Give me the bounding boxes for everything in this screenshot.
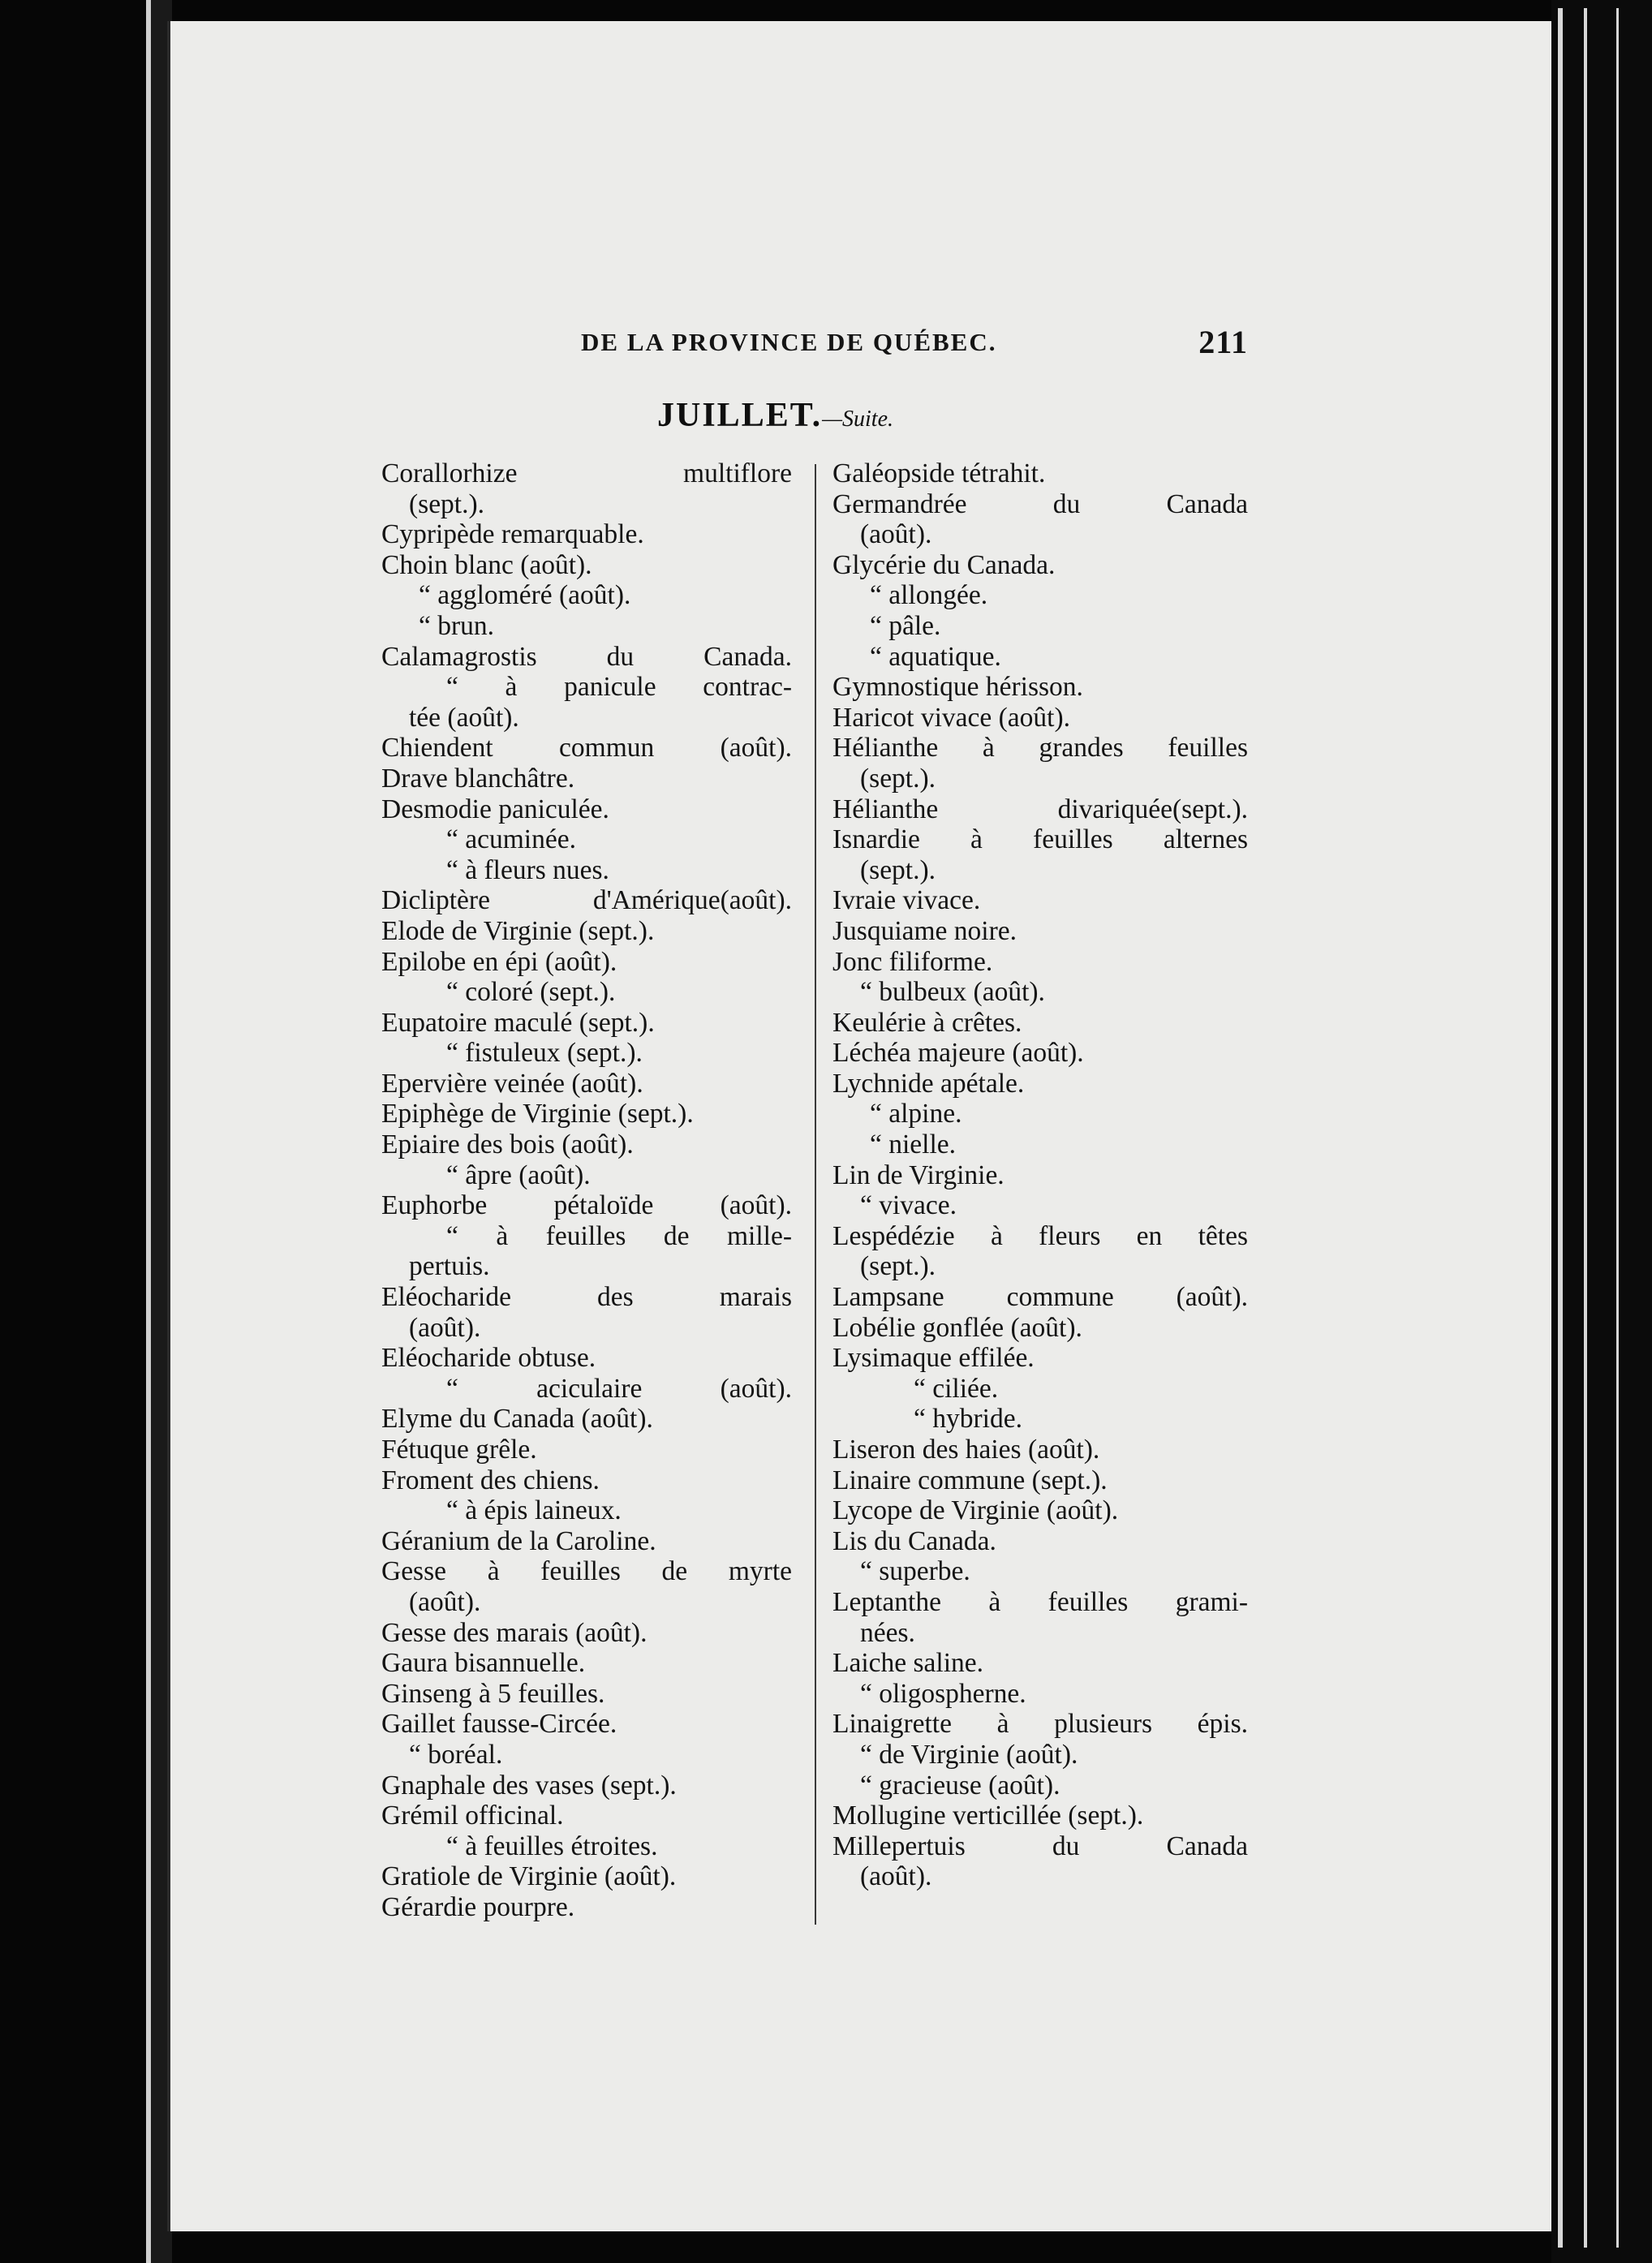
list-item: “ ciliée.: [914, 1373, 999, 1404]
list-item: nées.: [860, 1617, 915, 1648]
list-item: “ de Virginie (août).: [860, 1739, 1078, 1770]
list-item: Hélianthe à grandes feuilles: [832, 733, 1248, 764]
list-item: Linaire commune (sept.).: [832, 1465, 1108, 1495]
list-item: Gnaphale des vases (sept.).: [381, 1770, 677, 1801]
list-item: “ acuminée.: [446, 824, 576, 855]
page-edge-line: [1558, 8, 1563, 2248]
list-item: “ âpre (août).: [446, 1159, 591, 1190]
list-item: “ à fleurs nues.: [446, 854, 609, 885]
list-item: Ivraie vivace.: [832, 885, 981, 916]
list-item: Cypripède remarquable.: [381, 519, 644, 550]
list-item: (sept.).: [860, 854, 936, 885]
section-suffix: —Suite.: [822, 407, 894, 432]
list-item: Eléocharide obtuse.: [381, 1343, 596, 1374]
list-item: “ à feuilles étroites.: [446, 1831, 658, 1861]
list-item: “ allongée.: [870, 580, 988, 611]
list-item: Haricot vivace (août).: [832, 702, 1070, 733]
list-item: “ brun.: [419, 610, 495, 641]
list-item: Lampsane commune (août).: [832, 1282, 1248, 1313]
list-item: Choin blanc (août).: [381, 549, 592, 580]
list-item: “ alpine.: [870, 1099, 962, 1129]
list-item: Germandrée du Canada: [832, 488, 1248, 519]
list-item: (sept.).: [409, 488, 485, 519]
list-item: Drave blanchâtre.: [381, 763, 575, 794]
list-item: Jusquiame noire.: [832, 915, 1017, 946]
list-item: Lycope de Virginie (août).: [832, 1495, 1119, 1526]
list-item: Gratiole de Virginie (août).: [381, 1861, 677, 1892]
list-item: Euphorbe pétaloïde (août).: [381, 1190, 792, 1221]
list-item: Gesse des marais (août).: [381, 1617, 647, 1648]
right-column: [832, 458, 1248, 1892]
list-item: Galéopside tétrahit.: [832, 458, 1046, 488]
list-item: “ hybride.: [914, 1404, 1022, 1435]
list-item: Lin de Virginie.: [832, 1159, 1005, 1190]
list-item: Lis du Canada.: [832, 1525, 996, 1556]
list-item: Liseron des haies (août).: [832, 1435, 1100, 1465]
list-item: “ bulbeux (août).: [860, 977, 1045, 1008]
list-item: Gaura bisannuelle.: [381, 1648, 586, 1679]
left-column: [381, 458, 792, 1923]
list-item: Desmodie paniculée.: [381, 794, 609, 824]
list-item: Eléocharide des marais: [381, 1282, 792, 1313]
list-item: “ aciculaire (août).: [446, 1373, 792, 1404]
list-item: “ oligospherne.: [860, 1678, 1026, 1709]
list-item: Géranium de la Caroline.: [381, 1525, 656, 1556]
section-title: JUILLET.: [657, 397, 823, 434]
list-item: Gymnostique hérisson.: [832, 672, 1083, 703]
list-item: Laiche saline.: [832, 1648, 984, 1679]
list-item: Gesse à feuilles de myrte: [381, 1556, 792, 1587]
list-item: Mollugine verticillée (sept.).: [832, 1801, 1144, 1831]
list-item: “ aggloméré (août).: [419, 580, 631, 611]
list-item: Gaillet fausse-Circée.: [381, 1709, 617, 1740]
list-item: (août).: [860, 519, 932, 550]
list-item: Elode de Virginie (sept.).: [381, 915, 655, 946]
list-item: Elyme du Canada (août).: [381, 1404, 653, 1435]
list-item: (août).: [860, 1861, 932, 1892]
page-edge-line: [1584, 8, 1587, 2248]
list-item: Isnardie à feuilles alternes: [832, 824, 1248, 855]
list-item: (sept.).: [860, 1251, 936, 1282]
list-item: tée (août).: [409, 702, 519, 733]
list-item: “ superbe.: [860, 1556, 970, 1587]
list-item: Leptanthe à feuilles grami-: [832, 1586, 1248, 1617]
list-item: Grémil officinal.: [381, 1801, 564, 1831]
list-item: Lespédézie à fleurs en têtes: [832, 1220, 1248, 1251]
list-item: Epilobe en épi (août).: [381, 946, 617, 977]
list-item: (août).: [409, 1312, 481, 1343]
list-item: “ coloré (sept.).: [446, 977, 616, 1008]
list-item: pertuis.: [409, 1251, 490, 1282]
list-item: “ pâle.: [870, 610, 941, 641]
list-item: Epiphège de Virginie (sept.).: [381, 1099, 694, 1129]
list-item: Ginseng à 5 feuilles.: [381, 1678, 605, 1709]
list-item: Hélianthe divariquée(sept.).: [832, 794, 1248, 824]
list-item: Chiendent commun (août).: [381, 733, 792, 764]
list-item: Corallorhize multiflore: [381, 458, 792, 488]
list-item: Fétuque grêle.: [381, 1435, 537, 1465]
list-item: Millepertuis du Canada: [832, 1831, 1248, 1861]
page-edges: [1551, 0, 1652, 2263]
list-item: “ aquatique.: [870, 641, 1001, 672]
page-edge-line: [1616, 8, 1619, 2248]
list-item: Lysimaque effilée.: [832, 1343, 1035, 1374]
list-item: Linaigrette à plusieurs épis.: [832, 1709, 1248, 1740]
list-item: Gérardie pourpre.: [381, 1891, 575, 1922]
list-item: “ boréal.: [409, 1739, 503, 1770]
list-item: Lobélie gonflée (août).: [832, 1312, 1082, 1343]
list-item: Epiaire des bois (août).: [381, 1129, 634, 1160]
list-item: Léchéa majeure (août).: [832, 1038, 1084, 1069]
list-item: Glycérie du Canada.: [832, 549, 1056, 580]
list-item: “ à feuilles de mille-: [446, 1220, 792, 1251]
list-item: Lychnide apétale.: [832, 1068, 1025, 1099]
list-item: “ nielle.: [870, 1129, 957, 1160]
list-item: Eupatoire maculé (sept.).: [381, 1007, 655, 1038]
list-item: Calamagrostis du Canada.: [381, 641, 792, 672]
list-item: “ fistuleux (sept.).: [446, 1038, 643, 1069]
section-heading: [657, 396, 893, 435]
list-item: Keulérie à crêtes.: [832, 1007, 1022, 1038]
list-item: “ à panicule contrac-: [446, 672, 792, 703]
list-item: (sept.).: [860, 763, 936, 794]
list-item: “ à épis laineux.: [446, 1495, 622, 1526]
list-item: Froment des chiens.: [381, 1465, 600, 1495]
list-item: “ vivace.: [860, 1190, 957, 1221]
column-divider: [815, 464, 816, 1925]
list-item: Dicliptère d'Amérique(août).: [381, 885, 792, 916]
running-title: DE LA PROVINCE DE QUÉBEC.: [581, 328, 997, 356]
page-number: 211: [1198, 324, 1248, 360]
list-item: Epervière veinée (août).: [381, 1068, 643, 1099]
list-item: “ gracieuse (août).: [860, 1770, 1060, 1801]
list-item: Jonc filiforme.: [832, 946, 993, 977]
list-item: (août).: [409, 1586, 481, 1617]
